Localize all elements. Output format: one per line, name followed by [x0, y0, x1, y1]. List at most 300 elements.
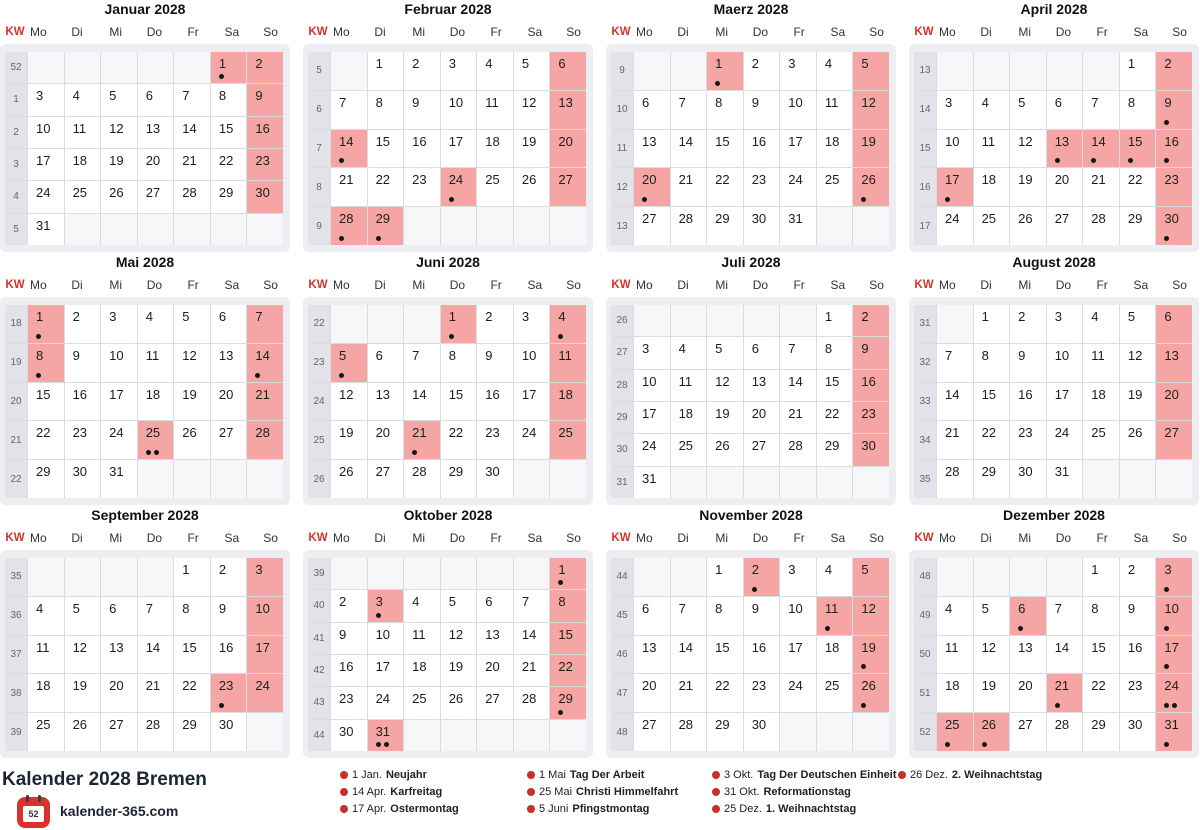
weekday-header — [606, 530, 896, 546]
marked-day-cell — [441, 168, 477, 206]
week-number: 22 — [5, 460, 27, 498]
day-number: 1 — [558, 562, 566, 577]
day-number: 16 — [218, 639, 234, 655]
event-dot-icon — [384, 742, 389, 747]
day-cell — [1120, 52, 1156, 90]
day-cell — [211, 558, 247, 596]
day-cell — [174, 421, 210, 459]
day-cell — [174, 84, 210, 115]
day-cell — [368, 623, 404, 654]
week-number: 35 — [914, 460, 936, 498]
day-number: 3 — [1164, 562, 1172, 577]
day-number: 8 — [715, 600, 723, 616]
weekday-label: Mi — [1018, 25, 1032, 39]
day-number: 18 — [72, 153, 88, 168]
day-cell — [1156, 168, 1192, 206]
weekday-label: Sa — [224, 25, 240, 39]
weekday-label: Do — [449, 531, 466, 545]
empty-cell — [1083, 52, 1119, 90]
weekday-header — [606, 24, 896, 40]
day-cell — [477, 168, 513, 206]
day-number: 28 — [521, 691, 537, 707]
day-number: 11 — [678, 373, 693, 389]
month-grid-panel — [606, 550, 896, 758]
day-cell — [138, 305, 174, 343]
legend-name: Karfreitag — [390, 785, 443, 798]
day-cell — [477, 91, 513, 129]
day-number: 29 — [36, 464, 51, 480]
week-number: 2 — [5, 117, 27, 148]
day-number: 11 — [558, 347, 572, 363]
event-dot-icon — [1091, 158, 1096, 163]
event-markers — [1164, 703, 1177, 708]
day-cell — [634, 713, 670, 751]
empty-cell — [65, 52, 101, 83]
day-number: 17 — [375, 659, 391, 674]
day-number: 30 — [861, 438, 876, 454]
event-dot-icon — [1164, 664, 1169, 669]
legend-name: Reformationstag — [763, 785, 851, 798]
event-markers — [449, 197, 454, 202]
day-cell — [477, 383, 513, 421]
event-markers — [1018, 626, 1023, 631]
day-number: 3 — [375, 594, 383, 610]
day-cell — [1120, 674, 1156, 712]
day-number: 22 — [1091, 678, 1106, 694]
event-markers — [36, 334, 41, 339]
day-number: 1 — [715, 56, 723, 71]
day-cell — [404, 52, 440, 90]
event-dot-icon — [339, 373, 344, 378]
event-markers — [339, 236, 344, 241]
day-number: 21 — [339, 172, 354, 188]
day-number: 19 — [715, 406, 730, 421]
day-number: 22 — [375, 172, 391, 188]
day-cell — [138, 597, 174, 635]
empty-cell — [211, 214, 247, 245]
day-cell — [247, 305, 283, 343]
ring-icon — [26, 795, 29, 802]
empty-cell — [404, 720, 440, 751]
day-number: 10 — [448, 94, 464, 110]
day-number: 12 — [109, 120, 124, 136]
month-calendar — [0, 0, 290, 252]
event-markers — [36, 373, 41, 378]
day-cell — [65, 460, 101, 498]
day-number: 2 — [485, 309, 493, 324]
day-number: 9 — [861, 341, 869, 357]
day-number: 27 — [558, 172, 573, 188]
week-number: 33 — [914, 383, 936, 421]
day-cell — [1047, 421, 1083, 459]
day-cell — [550, 383, 586, 421]
day-cell — [331, 421, 367, 459]
day-number: 22 — [218, 153, 234, 168]
day-cell — [1156, 421, 1192, 459]
day-cell — [65, 149, 101, 180]
day-number: 13 — [1054, 133, 1070, 149]
day-cell — [101, 181, 137, 212]
day-number: 27 — [1054, 211, 1070, 227]
weekday-label: Do — [1055, 278, 1072, 292]
day-number: 2 — [861, 309, 869, 324]
marked-day-cell — [1047, 674, 1083, 712]
empty-cell — [1156, 460, 1192, 498]
week-number: 52 — [914, 713, 936, 751]
day-cell — [211, 597, 247, 635]
day-number: 19 — [339, 425, 354, 441]
day-cell — [441, 590, 477, 621]
legend-item — [712, 783, 898, 800]
day-grid — [914, 52, 1192, 245]
day-cell — [514, 344, 550, 382]
day-number: 17 — [36, 153, 51, 168]
month-calendar — [606, 0, 896, 252]
empty-cell — [780, 305, 816, 336]
day-cell — [1120, 558, 1156, 596]
event-markers — [1055, 158, 1060, 163]
day-cell — [634, 467, 670, 498]
day-cell — [853, 305, 889, 336]
day-cell — [28, 597, 64, 635]
empty-cell — [247, 713, 283, 751]
event-markers — [376, 613, 381, 618]
legend-bullet-icon — [527, 788, 535, 796]
day-number: 24 — [788, 172, 803, 188]
weekday-label: Di — [374, 531, 386, 545]
marked-day-cell — [1047, 130, 1083, 168]
event-dot-icon — [36, 373, 41, 378]
day-number: 13 — [145, 120, 161, 136]
week-number: 14 — [914, 91, 936, 129]
weekday-label: Mo — [333, 278, 350, 292]
legend-item — [340, 766, 527, 783]
empty-cell — [1010, 558, 1046, 596]
day-cell — [174, 181, 210, 212]
empty-cell — [937, 558, 973, 596]
day-cell — [247, 558, 283, 596]
weekday-label: So — [263, 25, 278, 39]
week-number: 27 — [611, 337, 633, 368]
day-cell — [368, 52, 404, 90]
kw-header-label: KW — [914, 26, 934, 38]
day-number: 10 — [945, 133, 960, 149]
empty-cell — [441, 558, 477, 589]
weekday-label: Mi — [715, 531, 729, 545]
month-grid-panel — [0, 550, 290, 758]
week-number: 21 — [5, 421, 27, 459]
day-number: 28 — [678, 211, 694, 227]
day-cell — [744, 597, 780, 635]
empty-cell — [138, 214, 174, 245]
day-number: 19 — [521, 133, 537, 149]
day-number: 11 — [824, 600, 839, 616]
day-cell — [974, 460, 1010, 498]
event-dot-icon — [219, 74, 224, 79]
day-cell — [174, 713, 210, 751]
day-cell — [1120, 305, 1156, 343]
day-number: 29 — [558, 691, 573, 707]
day-cell — [817, 370, 853, 401]
day-number: 18 — [412, 659, 427, 674]
day-number: 11 — [981, 133, 996, 149]
day-number: 13 — [109, 639, 124, 655]
day-cell — [247, 181, 283, 212]
day-cell — [477, 655, 513, 686]
day-number: 4 — [145, 309, 153, 324]
day-number: 31 — [36, 217, 51, 233]
day-number: 14 — [521, 626, 537, 642]
day-cell — [138, 344, 174, 382]
day-cell — [780, 91, 816, 129]
empty-cell — [974, 52, 1010, 90]
day-cell — [514, 383, 550, 421]
weekday-label: So — [869, 531, 884, 545]
weekday-header — [909, 24, 1199, 40]
day-number: 9 — [1018, 347, 1026, 363]
event-markers — [376, 236, 381, 241]
marked-day-cell — [707, 52, 743, 90]
day-number: 20 — [485, 659, 500, 674]
day-cell — [1083, 674, 1119, 712]
month-title: August 2028 — [1012, 254, 1096, 270]
kw-header-label: KW — [5, 26, 25, 38]
weekday-label: Di — [71, 278, 83, 292]
day-number: 16 — [1164, 133, 1179, 149]
day-number: 22 — [981, 425, 997, 441]
kw-header-label: KW — [308, 279, 328, 291]
day-number: 9 — [339, 626, 347, 642]
empty-cell — [671, 467, 707, 498]
day-grid — [5, 305, 283, 498]
day-number: 4 — [981, 94, 989, 110]
marked-day-cell — [211, 674, 247, 712]
weekday-label: Sa — [1133, 278, 1149, 292]
day-cell — [1010, 636, 1046, 674]
day-number: 14 — [145, 639, 161, 655]
marked-day-cell — [1156, 713, 1192, 751]
day-number: 27 — [109, 717, 124, 733]
event-markers — [861, 664, 866, 669]
marked-day-cell — [1156, 130, 1192, 168]
day-number: 11 — [412, 626, 426, 642]
week-number: 10 — [611, 91, 633, 129]
event-markers — [558, 580, 563, 585]
day-cell — [65, 597, 101, 635]
day-cell — [1083, 597, 1119, 635]
weekday-label: Di — [980, 531, 992, 545]
day-cell — [817, 558, 853, 596]
legend-bullet-icon — [712, 788, 720, 796]
day-number: 6 — [485, 594, 493, 610]
day-cell — [247, 84, 283, 115]
legend-name: Tag Der Deutschen Einheit — [757, 768, 897, 781]
day-cell — [101, 305, 137, 343]
marked-day-cell — [1120, 130, 1156, 168]
marked-day-cell — [1156, 597, 1192, 635]
day-number: 26 — [981, 717, 997, 733]
day-cell — [174, 117, 210, 148]
weekday-label: So — [1172, 531, 1187, 545]
day-cell — [707, 597, 743, 635]
day-number: 4 — [72, 88, 80, 104]
month-title: Februar 2028 — [404, 1, 492, 17]
day-cell — [101, 344, 137, 382]
weekday-label: Do — [1055, 531, 1072, 545]
event-dot-icon — [1164, 626, 1169, 631]
kw-header-label: KW — [914, 532, 934, 544]
day-number: 6 — [1018, 600, 1026, 616]
event-markers — [412, 450, 417, 455]
day-number: 7 — [412, 347, 420, 363]
day-grid — [308, 52, 586, 245]
week-number: 31 — [914, 305, 936, 343]
day-cell — [634, 207, 670, 245]
day-cell — [65, 84, 101, 115]
day-number: 23 — [751, 678, 767, 694]
day-number: 9 — [1127, 600, 1136, 616]
day-cell — [1120, 344, 1156, 382]
day-cell — [368, 687, 404, 718]
day-cell — [28, 636, 64, 674]
day-cell — [671, 713, 707, 751]
day-cell — [817, 674, 853, 712]
day-number: 30 — [339, 723, 354, 739]
day-cell — [101, 421, 137, 459]
day-number: 3 — [788, 562, 796, 577]
day-grid — [611, 52, 889, 245]
day-number: 12 — [1018, 133, 1033, 149]
weekday-label: Sa — [527, 25, 543, 39]
day-cell — [707, 402, 743, 433]
day-cell — [817, 52, 853, 90]
empty-cell — [514, 460, 550, 498]
event-markers — [558, 334, 563, 339]
week-number: 34 — [914, 421, 936, 459]
day-cell — [441, 52, 477, 90]
empty-cell — [550, 207, 586, 245]
week-number: 41 — [308, 623, 330, 654]
marked-day-cell — [331, 207, 367, 245]
weekday-label: Fr — [187, 25, 199, 39]
day-cell — [780, 558, 816, 596]
week-number: 13 — [611, 207, 633, 245]
day-cell — [853, 91, 889, 129]
event-dot-icon — [1164, 703, 1169, 708]
day-number: 11 — [72, 120, 87, 136]
weekday-label: Sa — [527, 278, 543, 292]
week-number: 24 — [308, 383, 330, 421]
day-cell — [65, 383, 101, 421]
kw-header-label: KW — [5, 279, 25, 291]
day-number: 20 — [1054, 172, 1070, 188]
day-number: 24 — [375, 691, 391, 707]
marked-day-cell — [937, 713, 973, 751]
weekday-label: Mi — [109, 25, 123, 39]
day-cell — [247, 597, 283, 635]
day-cell — [707, 370, 743, 401]
day-cell — [744, 91, 780, 129]
day-cell — [1010, 383, 1046, 421]
day-number: 15 — [182, 639, 197, 655]
day-number: 16 — [485, 386, 500, 402]
day-cell — [937, 460, 973, 498]
day-cell — [368, 91, 404, 129]
month-calendar — [0, 253, 290, 505]
event-markers — [1164, 120, 1169, 125]
day-cell — [707, 207, 743, 245]
event-dot-icon — [1172, 703, 1177, 708]
day-cell — [441, 623, 477, 654]
weekday-label: Fr — [1096, 25, 1108, 39]
event-dot-icon — [861, 703, 866, 708]
day-cell — [1010, 305, 1046, 343]
day-number: 7 — [255, 309, 263, 324]
day-number: 10 — [375, 626, 391, 642]
day-cell — [744, 636, 780, 674]
day-number: 4 — [678, 341, 686, 357]
event-markers — [752, 587, 757, 592]
day-number: 14 — [339, 133, 354, 149]
kw-header-label: KW — [611, 279, 631, 291]
day-number: 29 — [824, 438, 840, 454]
day-cell — [1047, 713, 1083, 751]
day-cell — [331, 655, 367, 686]
day-number: 2 — [1164, 56, 1172, 71]
day-number: 1 — [182, 562, 190, 577]
day-cell — [1120, 168, 1156, 206]
week-number: 46 — [611, 636, 633, 674]
day-cell — [817, 91, 853, 129]
day-cell — [550, 52, 586, 90]
day-number: 17 — [1054, 386, 1070, 402]
day-number: 7 — [1091, 94, 1099, 110]
empty-cell — [174, 460, 210, 498]
day-cell — [1156, 383, 1192, 421]
day-cell — [1047, 344, 1083, 382]
day-cell — [514, 421, 550, 459]
day-number: 12 — [861, 94, 876, 110]
day-number: 20 — [642, 172, 657, 188]
day-cell — [974, 305, 1010, 343]
day-cell — [780, 337, 816, 368]
weekday-label: So — [1172, 278, 1187, 292]
empty-cell — [937, 305, 973, 343]
empty-cell — [404, 207, 440, 245]
empty-cell — [514, 207, 550, 245]
week-number: 43 — [308, 687, 330, 718]
empty-cell — [1047, 558, 1083, 596]
event-markers — [339, 373, 344, 378]
event-dot-icon — [376, 742, 381, 747]
weekday-label: So — [869, 25, 884, 39]
weekday-label: Do — [146, 531, 163, 545]
marked-day-cell — [138, 421, 174, 459]
day-cell — [707, 713, 743, 751]
day-cell — [1120, 636, 1156, 674]
empty-cell — [331, 305, 367, 343]
event-markers — [219, 703, 224, 708]
day-number: 20 — [109, 678, 124, 694]
day-number: 12 — [72, 639, 88, 655]
day-cell — [937, 91, 973, 129]
empty-cell — [28, 52, 64, 83]
day-number: 4 — [824, 56, 833, 71]
event-dot-icon — [715, 81, 720, 86]
month-grid-panel — [606, 297, 896, 505]
day-cell — [1010, 674, 1046, 712]
empty-cell — [1120, 460, 1156, 498]
